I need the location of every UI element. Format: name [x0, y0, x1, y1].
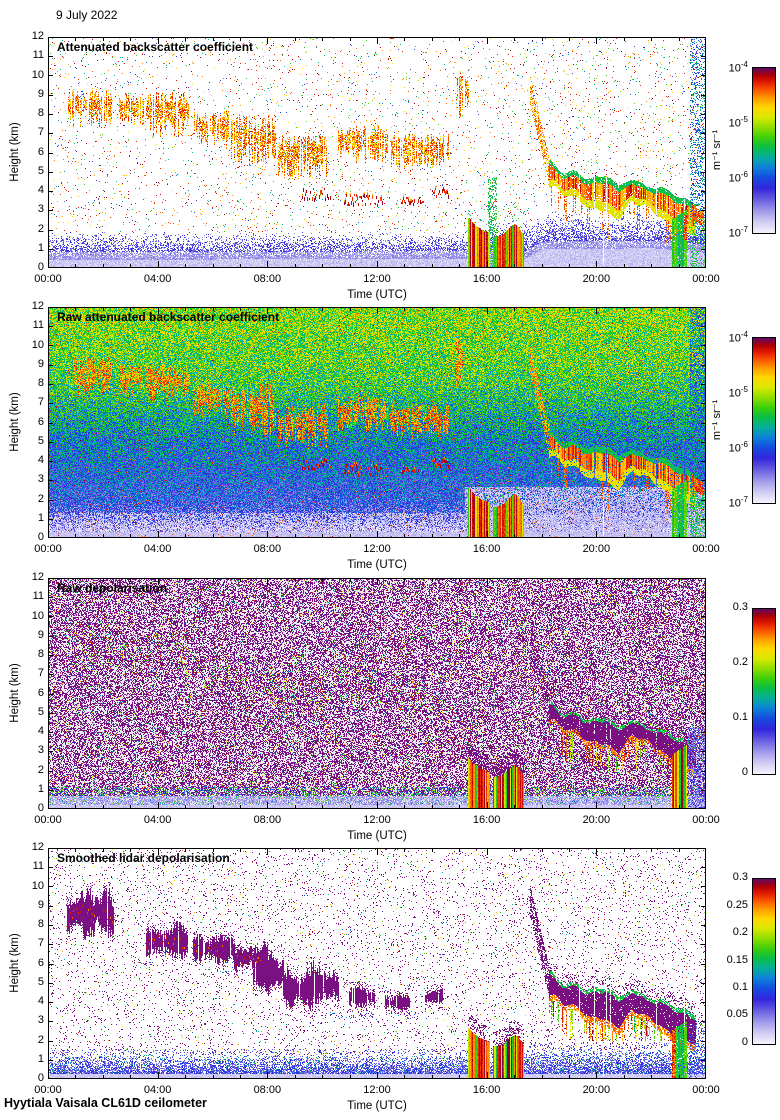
y-tick-label: 7: [37, 937, 44, 950]
colorbar-tick-exponent: -4: [740, 60, 748, 69]
y-tick-label: 7: [37, 667, 44, 680]
x-tick-label: 12:00: [363, 543, 391, 555]
y-tick-label: 1: [37, 241, 44, 254]
y-tick-label: 4: [37, 454, 44, 466]
y-tick-label: 7: [37, 396, 44, 409]
y-tick-label: 7: [37, 126, 44, 139]
x-tick-label: 20:00: [582, 1084, 611, 1096]
x-tick-label: 16:00: [472, 273, 501, 285]
y-axis-label: Height (km): [9, 663, 21, 723]
y-tick-label: 4: [37, 725, 44, 737]
colorbar-tick-mantissa: 10: [728, 442, 741, 455]
x-axis-label: Time (UTC): [347, 559, 407, 571]
colorbar-tick-exponent: -7: [740, 225, 748, 234]
x-tick-label: 08:00: [253, 1084, 282, 1096]
colorbar-4: [752, 878, 776, 1045]
y-tick-label: 2: [37, 492, 44, 505]
y-tick-label: 9: [37, 357, 44, 370]
x-tick-label: 16:00: [472, 543, 501, 555]
colorbar-3: [752, 608, 776, 775]
y-tick-label: 0: [37, 261, 44, 273]
colorbar-1: [752, 67, 776, 234]
panel-title: Smoothed lidar depolarisation: [57, 851, 230, 865]
colorbar-tick-exponent: -5: [740, 384, 748, 394]
x-tick-label: 04:00: [143, 814, 172, 826]
y-tick-label: 2: [37, 222, 44, 235]
colorbar-tick-exponent: -6: [740, 440, 748, 450]
y-tick-label: 3: [37, 473, 44, 486]
colorbar-tick-label: 0.1: [732, 981, 748, 993]
y-tick-label: 9: [37, 898, 44, 911]
x-tick-label: 12:00: [363, 814, 391, 826]
y-tick-label: 3: [37, 203, 44, 216]
y-tick-label: 5: [37, 434, 44, 447]
y-tick-label: 12: [31, 30, 44, 42]
colorbar-2: [752, 337, 776, 504]
y-tick-label: 5: [37, 705, 44, 718]
colorbar-tick-label: [700, 440, 748, 455]
y-tick-label: 1: [37, 782, 44, 795]
colorbar-tick-label: 0.05: [726, 1008, 748, 1021]
colorbar-tick-label: [700, 385, 748, 400]
x-tick-label: 20:00: [582, 273, 611, 285]
y-tick-label: 10: [31, 609, 44, 622]
colorbar-tick-exponent: -7: [740, 495, 748, 504]
colorbar-unit-label: m⁻¹ sr⁻¹: [711, 399, 723, 440]
colorbar-tick-mantissa: 10: [728, 62, 741, 75]
colorbar-tick-label: [700, 170, 748, 185]
x-tick-label: 04:00: [143, 543, 172, 555]
x-tick-label: 16:00: [472, 1084, 501, 1096]
x-tick-label: 08:00: [253, 543, 282, 555]
y-tick-label: 0: [37, 531, 44, 543]
x-axis-label: Time (UTC): [347, 1100, 407, 1112]
y-tick-label: 8: [37, 107, 44, 119]
heatmap-canvas-3: [48, 578, 706, 809]
x-axis-label: Time (UTC): [347, 289, 407, 301]
x-tick-label: 00:00: [692, 273, 720, 285]
y-tick-label: 5: [37, 975, 44, 988]
y-tick-label: 1: [37, 511, 44, 524]
colorbar-tick-mantissa: 10: [728, 172, 741, 185]
y-tick-label: 11: [32, 860, 44, 873]
colorbar-tick-mantissa: 10: [728, 387, 741, 400]
x-tick-label: 08:00: [253, 273, 282, 285]
colorbar-tick-exponent: -4: [740, 330, 748, 339]
y-tick-label: 1: [37, 1052, 44, 1065]
date-label: 9 July 2022: [56, 8, 118, 22]
colorbar-tick-mantissa: 10: [728, 117, 741, 130]
colorbar-tick-label: 0.3: [732, 601, 748, 613]
colorbar-tick-exponent: -6: [740, 170, 748, 180]
y-tick-label: 2: [37, 763, 44, 776]
y-tick-label: 6: [37, 956, 44, 969]
panel-title: Raw depolarisation: [57, 581, 168, 595]
y-tick-label: 0: [37, 802, 44, 814]
x-tick-label: 20:00: [582, 543, 611, 555]
y-tick-label: 2: [37, 1033, 44, 1046]
y-tick-label: 8: [37, 377, 44, 389]
x-tick-label: 00:00: [692, 814, 720, 826]
colorbar-tick-label: [700, 225, 748, 240]
y-tick-label: 6: [37, 145, 44, 158]
y-tick-label: 0: [37, 1072, 44, 1084]
y-tick-label: 4: [37, 184, 44, 196]
x-tick-label: 00:00: [692, 1084, 720, 1096]
y-tick-label: 8: [37, 918, 44, 930]
y-axis-label: Height (km): [9, 122, 21, 182]
colorbar-tick-mantissa: 10: [728, 227, 741, 240]
x-tick-label: 08:00: [253, 814, 282, 826]
panel-title: Attenuated backscatter coefficient: [57, 40, 254, 54]
colorbar-tick-label: 0.3: [732, 871, 748, 883]
y-tick-label: 10: [31, 68, 44, 81]
y-tick-label: 11: [32, 319, 44, 332]
y-tick-label: 9: [37, 628, 44, 641]
x-tick-label: 04:00: [143, 273, 172, 285]
x-tick-label: 12:00: [363, 1084, 391, 1096]
x-tick-label: 00:00: [34, 1084, 62, 1096]
heatmap-canvas-2: [48, 307, 706, 538]
colorbar-tick-label: 0: [741, 766, 748, 778]
colorbar-tick-label: 0.2: [732, 655, 748, 668]
y-tick-label: 10: [31, 338, 44, 351]
station-label: Hyytiala Vaisala CL61D ceilometer: [4, 1096, 207, 1110]
y-tick-label: 3: [37, 1014, 44, 1027]
colorbar-tick-label: [700, 60, 748, 75]
colorbar-tick-mantissa: 10: [728, 497, 741, 510]
x-tick-label: 00:00: [34, 273, 62, 285]
y-tick-label: 10: [31, 879, 44, 892]
y-axis-label: Height (km): [9, 392, 21, 452]
colorbar-tick-label: 0.15: [726, 953, 748, 966]
x-tick-label: 16:00: [472, 814, 501, 826]
colorbar-tick-label: [700, 495, 748, 510]
x-tick-label: 00:00: [34, 543, 62, 555]
x-tick-label: 12:00: [363, 273, 391, 285]
heatmap-canvas-4: [48, 848, 706, 1079]
y-tick-label: 5: [37, 164, 44, 177]
y-tick-label: 6: [37, 686, 44, 699]
colorbar-tick-label: [700, 330, 748, 345]
y-tick-label: 12: [31, 571, 44, 583]
colorbar-unit-label: m⁻¹ sr⁻¹: [711, 129, 723, 170]
y-tick-label: 9: [37, 87, 44, 100]
x-tick-label: 20:00: [582, 814, 611, 826]
colorbar-tick-label: 0.2: [732, 925, 748, 938]
x-tick-label: 04:00: [143, 1084, 172, 1096]
y-tick-label: 11: [32, 590, 44, 603]
x-axis-label: Time (UTC): [347, 830, 407, 842]
colorbar-tick-label: [700, 115, 748, 130]
x-tick-label: 00:00: [692, 543, 720, 555]
y-tick-label: 8: [37, 648, 44, 660]
y-tick-label: 12: [31, 300, 44, 312]
y-axis-label: Height (km): [9, 933, 21, 993]
colorbar-tick-label: 0: [741, 1036, 748, 1048]
y-tick-label: 12: [31, 841, 44, 853]
y-tick-label: 6: [37, 415, 44, 428]
colorbar-tick-mantissa: 10: [728, 332, 741, 345]
heatmap-canvas-1: [48, 37, 706, 268]
y-tick-label: 11: [32, 49, 44, 62]
x-tick-label: 00:00: [34, 814, 62, 826]
panel-title: Raw attenuated backscatter coefficient: [57, 310, 280, 324]
y-tick-label: 3: [37, 744, 44, 757]
colorbar-tick-exponent: -5: [740, 114, 748, 124]
colorbar-tick-label: 0.1: [732, 711, 748, 724]
y-tick-label: 4: [37, 995, 44, 1007]
colorbar-tick-label: 0.25: [726, 898, 748, 911]
